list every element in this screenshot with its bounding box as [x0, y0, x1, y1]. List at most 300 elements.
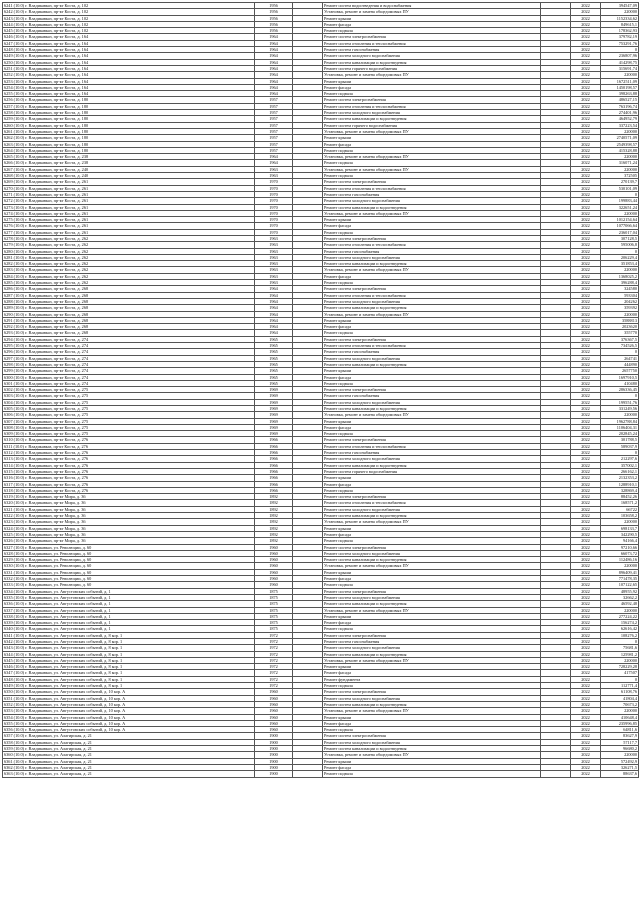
work-type-cell: Ремонт подвала	[323, 626, 541, 632]
cost-cell: 108276,2	[601, 632, 639, 638]
cost-cell: 763196,74	[601, 103, 639, 109]
address-cell: 6353 (10.0) г. Владикавказ, ул. Августовских событий, д. 10 кор. А	[3, 708, 255, 714]
plan-year-cell: 2022	[571, 638, 601, 644]
address-cell: 6259 (10.0) г. Владикавказ, пр-кт Коста, д. 180	[3, 116, 255, 122]
address-cell: 6357 (10.0) г. Владикавказ, ул. Алагирская, д. 21	[3, 733, 255, 739]
work-type-cell: Ремонт подвала	[323, 330, 541, 336]
address-cell: 6258 (10.0) г. Владикавказ, пр-кт Коста, д. 180	[3, 110, 255, 116]
cost-cell: 66722	[601, 506, 639, 512]
address-cell: 6285 (10.0) г. Владикавказ, пр-кт Коста, д. 262	[3, 280, 255, 286]
plan-year-cell: 2022	[571, 657, 601, 663]
build-year-cell: 1960	[255, 720, 293, 726]
plan-year-cell: 2022	[571, 248, 601, 254]
plan-year-cell: 2022	[571, 15, 601, 21]
work-type-cell: Ремонт систем электроснабжения	[323, 437, 541, 443]
plan-year-cell: 2022	[571, 626, 601, 632]
address-cell: 6348 (10.0) г. Владикавказ, ул. Августовских событий, д. 8 кор. 1	[3, 676, 255, 682]
address-cell: 6267 (10.0) г. Владикавказ, пр-кт Коста, д. 240	[3, 166, 255, 172]
plan-year-cell: 2022	[571, 733, 601, 739]
plan-year-cell: 2022	[571, 147, 601, 153]
plan-year-cell: 2022	[571, 550, 601, 556]
address-cell: 6337 (10.0) г. Владикавказ, ул. Августовских событий, д. 1	[3, 607, 255, 613]
cost-cell: 220000	[601, 519, 639, 525]
cost-cell: 236017,04	[601, 229, 639, 235]
work-type-cell: Ремонт фасада	[323, 481, 541, 487]
build-year-cell: 1957	[255, 97, 293, 103]
work-type-cell: Ремонт подвала	[323, 173, 541, 179]
work-type-cell: Ремонт систем электроснабжения	[323, 544, 541, 550]
work-type-cell: Ремонт подвала	[323, 771, 541, 777]
work-type-cell: Ремонт крыши	[323, 418, 541, 424]
address-cell: 6340 (10.0) г. Владикавказ, ул. Августовских событий, д. 1	[3, 626, 255, 632]
address-cell: 6356 (10.0) г. Владикавказ, ул. Августовских событий, д. 10 кор. А	[3, 727, 255, 733]
plan-year-cell: 2022	[571, 475, 601, 481]
cost-cell: 88637,6	[601, 771, 639, 777]
plan-year-cell: 2022	[571, 620, 601, 626]
address-cell: 6275 (10.0) г. Владикавказ, пр-кт Коста, д. 261	[3, 217, 255, 223]
cost-cell: 112486,16	[601, 557, 639, 563]
cost-cell: 0	[601, 349, 639, 355]
address-cell: 6306 (10.0) г. Владикавказ, пр-кт Коста, д. 275	[3, 412, 255, 418]
build-year-cell: 1966	[255, 437, 293, 443]
plan-year-cell: 2022	[571, 456, 601, 462]
build-year-cell: 1970	[255, 198, 293, 204]
cost-cell: 206229,4	[601, 254, 639, 260]
plan-year-cell: 2022	[571, 588, 601, 594]
plan-year-cell: 2022	[571, 242, 601, 248]
build-year-cell: 1972	[255, 638, 293, 644]
work-type-cell: Ремонт систем электроснабжения	[323, 494, 541, 500]
build-year-cell: 1964	[255, 72, 293, 78]
work-type-cell: Установка, ремонт и замена общедомовых ПУ	[323, 154, 541, 160]
build-year-cell: 1875	[255, 613, 293, 619]
address-cell: 6358 (10.0) г. Владикавказ, ул. Алагирская, д. 21	[3, 739, 255, 745]
address-cell: 6331 (10.0) г. Владикавказ, ул. Революции, д. 60	[3, 569, 255, 575]
plan-year-cell: 2022	[571, 758, 601, 764]
build-year-cell: 1960	[255, 727, 293, 733]
cost-cell: 70673,2	[601, 701, 639, 707]
work-type-cell: Ремонт крыши	[323, 317, 541, 323]
work-type-cell: Ремонт фасада	[323, 424, 541, 430]
build-year-cell: 1900	[255, 758, 293, 764]
work-type-cell: Ремонт крыши	[323, 15, 541, 21]
address-cell: 6354 (10.0) г. Владикавказ, ул. Августовских событий, д. 10 кор. А	[3, 714, 255, 720]
cost-cell: 125981,2	[601, 651, 639, 657]
cost-cell: 398263,88	[601, 91, 639, 97]
work-type-cell: Ремонт систем отопления и теплоснабжения	[323, 292, 541, 298]
work-type-cell: Ремонт систем газоснабжения	[323, 47, 541, 53]
address-cell: 6343 (10.0) г. Владикавказ, ул. Августовских событий, д. 8 кор. 1	[3, 645, 255, 651]
plan-year-cell: 2022	[571, 771, 601, 777]
plan-year-cell: 2022	[571, 103, 601, 109]
cost-cell: 83627,9	[601, 733, 639, 739]
work-type-cell: Ремонт систем отопления и теплоснабжения	[323, 443, 541, 449]
build-year-cell: 1892	[255, 513, 293, 519]
work-type-cell: Ремонт систем отопления и теплоснабжения	[323, 103, 541, 109]
cost-cell: 220000	[601, 657, 639, 663]
build-year-cell: 1963	[255, 242, 293, 248]
work-type-cell: Ремонт фасада	[323, 223, 541, 229]
plan-year-cell: 2022	[571, 229, 601, 235]
empty-cell	[293, 771, 323, 777]
build-year-cell: 1960	[255, 557, 293, 563]
cost-cell: 277224,22	[601, 613, 639, 619]
address-cell: 6301 (10.0) г. Владикавказ, пр-кт Коста, д. 274	[3, 380, 255, 386]
address-cell: 6362 (10.0) г. Владикавказ, ул. Алагирская, д. 21	[3, 764, 255, 770]
work-type-cell: Ремонт систем газоснабжения	[323, 191, 541, 197]
cost-cell: 220000	[601, 166, 639, 172]
build-year-cell: 1972	[255, 670, 293, 676]
plan-year-cell: 2022	[571, 160, 601, 166]
plan-year-cell: 2022	[571, 494, 601, 500]
address-cell: 6335 (10.0) г. Владикавказ, ул. Августовских событий, д. 1	[3, 594, 255, 600]
cost-cell: 62616,42	[601, 626, 639, 632]
plan-year-cell: 2022	[571, 487, 601, 493]
cost-cell: 96680,2	[601, 746, 639, 752]
address-cell: 6344 (10.0) г. Владикавказ, ул. Августовских событий, д. 8 кор. 1	[3, 651, 255, 657]
cost-cell: 589037,9	[601, 443, 639, 449]
build-year-cell: 1960	[255, 582, 293, 588]
address-cell: 6309 (10.0) г. Владикавказ, пр-кт Коста, д. 275	[3, 431, 255, 437]
build-year-cell: 1972	[255, 657, 293, 663]
work-type-cell: Ремонт систем отопления и теплоснабжения	[323, 500, 541, 506]
build-year-cell: 1970	[255, 191, 293, 197]
cost-cell: 301788,5	[601, 437, 639, 443]
cost-cell: 202845,24	[601, 431, 639, 437]
address-cell: 6263 (10.0) г. Владикавказ, пр-кт Коста, д. 180	[3, 141, 255, 147]
plan-year-cell: 2022	[571, 613, 601, 619]
address-cell: 6278 (10.0) г. Владикавказ, пр-кт Коста, д. 262	[3, 235, 255, 241]
address-cell: 6290 (10.0) г. Владикавказ, пр-кт Коста, д. 268	[3, 311, 255, 317]
work-type-cell: Ремонт систем канализации и водоотведения	[323, 204, 541, 210]
plan-year-cell: 2022	[571, 727, 601, 733]
address-cell: 6272 (10.0) г. Владикавказ, пр-кт Коста, д. 261	[3, 198, 255, 204]
plan-year-cell: 2022	[571, 752, 601, 758]
plan-year-cell: 2022	[571, 531, 601, 537]
address-cell: 6280 (10.0) г. Владикавказ, пр-кт Коста, д. 262	[3, 248, 255, 254]
plan-year-cell: 2022	[571, 78, 601, 84]
plan-year-cell: 2022	[571, 594, 601, 600]
build-year-cell: 1960	[255, 563, 293, 569]
work-type-cell: Ремонт систем газоснабжения	[323, 638, 541, 644]
build-year-cell: 1966	[255, 487, 293, 493]
address-cell: 6299 (10.0) г. Владикавказ, пр-кт Коста, д. 274	[3, 368, 255, 374]
address-cell: 6319 (10.0) г. Владикавказ, пр-кт Мира, д. 36	[3, 494, 255, 500]
work-type-cell: Ремонт крыши	[323, 78, 541, 84]
cost-cell: 728229,28	[601, 664, 639, 670]
cost-cell: 220000	[601, 752, 639, 758]
address-cell: 6341 (10.0) г. Владикавказ, ул. Августовских событий, д. 8 кор. 1	[3, 632, 255, 638]
plan-year-cell: 2022	[571, 330, 601, 336]
plan-year-cell: 2022	[571, 9, 601, 15]
cost-cell: 444890	[601, 361, 639, 367]
empty-cell	[541, 771, 571, 777]
cost-cell: 771478,35	[601, 576, 639, 582]
address-cell: 6274 (10.0) г. Владикавказ, пр-кт Коста, д. 261	[3, 210, 255, 216]
build-year-cell: 1900	[255, 771, 293, 777]
cost-cell: 156274,2	[601, 620, 639, 626]
address-cell: 6254 (10.0) г. Владикавказ, пр-кт Коста, д. 164	[3, 84, 255, 90]
work-type-cell: Ремонт систем холодного водоснабжения	[323, 298, 541, 304]
cost-cell: 235996,85	[601, 720, 639, 726]
cost-cell: 396288,4	[601, 280, 639, 286]
plan-year-cell: 2022	[571, 28, 601, 34]
plan-year-cell: 2022	[571, 235, 601, 241]
plan-year-cell: 2022	[571, 349, 601, 355]
plan-year-cell: 2022	[571, 141, 601, 147]
work-type-cell: Ремонт фасада	[323, 21, 541, 27]
address-cell: 6251 (10.0) г. Владикавказ, пр-кт Коста, д. 164	[3, 65, 255, 71]
cost-cell: 376367,5	[601, 336, 639, 342]
build-year-cell: 1963	[255, 267, 293, 273]
cost-cell: 264741	[601, 355, 639, 361]
build-year-cell: 1964	[255, 160, 293, 166]
address-cell: 6338 (10.0) г. Владикавказ, ул. Августовских событий, д. 1	[3, 613, 255, 619]
address-cell: 6279 (10.0) г. Владикавказ, пр-кт Коста, д. 262	[3, 242, 255, 248]
plan-year-cell: 2022	[571, 563, 601, 569]
work-type-cell: Ремонт систем канализации и водоотведения	[323, 406, 541, 412]
work-type-cell: Установка, ремонт и замена общедомовых ПУ	[323, 563, 541, 569]
plan-year-cell: 2022	[571, 298, 601, 304]
address-cell: 6273 (10.0) г. Владикавказ, пр-кт Коста, д. 261	[3, 204, 255, 210]
address-cell: 6326 (10.0) г. Владикавказ, пр-кт Мира, д. 36	[3, 538, 255, 544]
work-type-cell: Ремонт систем отопления и теплоснабжения	[323, 242, 541, 248]
build-year-cell: 1956	[255, 21, 293, 27]
build-year-cell: 1900	[255, 764, 293, 770]
cost-cell: 530101,09	[601, 185, 639, 191]
table-body	[3, 3, 639, 778]
cost-cell: 315691,74	[601, 65, 639, 71]
cost-cell: 1152334,62	[601, 15, 639, 21]
build-year-cell: 1969	[255, 406, 293, 412]
address-cell: 6311 (10.0) г. Владикавказ, пр-кт Коста, д. 276	[3, 443, 255, 449]
build-year-cell: 1875	[255, 626, 293, 632]
address-cell: 6269 (10.0) г. Владикавказ, пр-кт Коста, д. 261	[3, 179, 255, 185]
cost-cell: 1077066,64	[601, 223, 639, 229]
address-cell: 6250 (10.0) г. Владикавказ, пр-кт Коста, д. 164	[3, 59, 255, 65]
cost-cell: 379782,19	[601, 34, 639, 40]
plan-year-cell: 2022	[571, 538, 601, 544]
cost-cell: 270139,7	[601, 179, 639, 185]
cost-cell: 355770	[601, 330, 639, 336]
cost-cell: 1368025,2	[601, 273, 639, 279]
cost-cell: 204262	[601, 298, 639, 304]
build-year-cell: 1964	[255, 292, 293, 298]
build-year-cell: 1964	[255, 78, 293, 84]
cost-cell: 359392	[601, 305, 639, 311]
cost-cell: 1106404,31	[601, 424, 639, 430]
build-year-cell: 1964	[255, 324, 293, 330]
address-cell: 6355 (10.0) г. Владикавказ, ул. Августовских событий, д. 10 кор. А	[3, 720, 255, 726]
build-year-cell: 1963	[255, 273, 293, 279]
work-type-cell: Ремонт фасада	[323, 324, 541, 330]
plan-year-cell: 2022	[571, 525, 601, 531]
address-cell: 6333 (10.0) г. Владикавказ, ул. Революции, д. 60	[3, 582, 255, 588]
work-type-cell: Ремонт фасада	[323, 576, 541, 582]
plan-year-cell: 2022	[571, 128, 601, 134]
work-type-cell: Ремонт систем канализации и водоотведения	[323, 305, 541, 311]
build-year-cell: 1972	[255, 645, 293, 651]
build-year-cell: 1964	[255, 34, 293, 40]
work-type-cell: Ремонт систем канализации и водоотведения	[323, 601, 541, 607]
work-type-cell: Ремонт систем канализации и водоотведения	[323, 651, 541, 657]
address-cell: 6289 (10.0) г. Владикавказ, пр-кт Коста, д. 268	[3, 305, 255, 311]
build-year-cell: 1965	[255, 374, 293, 380]
work-type-cell: Ремонт крыши	[323, 613, 541, 619]
build-year-cell: 1964	[255, 59, 293, 65]
build-year-cell: 1892	[255, 519, 293, 525]
build-year-cell: 1960	[255, 544, 293, 550]
plan-year-cell: 2022	[571, 645, 601, 651]
cost-cell: 66073,72	[601, 550, 639, 556]
work-type-cell: Ремонт фасада	[323, 620, 541, 626]
plan-year-cell: 2022	[571, 3, 601, 9]
plan-year-cell: 2022	[571, 336, 601, 342]
plan-year-cell: 2022	[571, 210, 601, 216]
address-cell: 6352 (10.0) г. Владикавказ, ул. Августовских событий, д. 10 кор. А	[3, 701, 255, 707]
plan-year-cell: 2022	[571, 191, 601, 197]
work-type-cell: Ремонт подвала	[323, 229, 541, 235]
plan-year-cell: 2022	[571, 387, 601, 393]
plan-year-cell: 2022	[571, 607, 601, 613]
work-type-cell: Установка, ремонт и замена общедомовых ПУ	[323, 210, 541, 216]
build-year-cell: 1875	[255, 601, 293, 607]
address-cell: 6298 (10.0) г. Владикавказ, пр-кт Коста, д. 274	[3, 361, 255, 367]
address-cell: 6312 (10.0) г. Владикавказ, пр-кт Коста, д. 276	[3, 450, 255, 456]
build-year-cell: 1900	[255, 739, 293, 745]
build-year-cell: 1875	[255, 588, 293, 594]
build-year-cell: 1966	[255, 450, 293, 456]
build-year-cell: 1900	[255, 746, 293, 752]
build-year-cell: 1970	[255, 217, 293, 223]
cost-cell: 417507	[601, 670, 639, 676]
cost-cell: 595006,8	[601, 242, 639, 248]
build-year-cell: 1963	[255, 261, 293, 267]
build-year-cell: 1957	[255, 147, 293, 153]
work-type-cell: Ремонт систем горячего водоснабжения	[323, 122, 541, 128]
address-cell: 6325 (10.0) г. Владикавказ, пр-кт Мира, д. 36	[3, 531, 255, 537]
plan-year-cell: 2022	[571, 701, 601, 707]
plan-year-cell: 2022	[571, 450, 601, 456]
build-year-cell: 1892	[255, 525, 293, 531]
address-cell: 6284 (10.0) г. Владикавказ, пр-кт Коста, д. 262	[3, 273, 255, 279]
address-cell: 6321 (10.0) г. Владикавказ, пр-кт Мира, д. 36	[3, 506, 255, 512]
cost-cell: 112771,4	[601, 683, 639, 689]
build-year-cell: 1957	[255, 141, 293, 147]
work-type-cell: Ремонт фасада	[323, 764, 541, 770]
work-type-cell: Ремонт подвала	[323, 727, 541, 733]
plan-year-cell: 2022	[571, 695, 601, 701]
build-year-cell: 1957	[255, 135, 293, 141]
address-cell: 6302 (10.0) г. Владикавказ, пр-кт Коста, д. 275	[3, 387, 255, 393]
plan-year-cell: 2022	[571, 122, 601, 128]
build-year-cell: 1956	[255, 9, 293, 15]
build-year-cell: 1963	[255, 173, 293, 179]
build-year-cell: 1964	[255, 305, 293, 311]
address-cell: 6261 (10.0) г. Владикавказ, пр-кт Коста, д. 180	[3, 128, 255, 134]
cost-cell: 57117,7	[601, 739, 639, 745]
cost-cell: 220000	[601, 9, 639, 15]
plan-year-cell: 2022	[571, 468, 601, 474]
address-cell: 6265 (10.0) г. Владикавказ, пр-кт Коста, д. 238	[3, 154, 255, 160]
cost-cell: 328869,4	[601, 487, 639, 493]
plan-year-cell: 2022	[571, 185, 601, 191]
cost-cell: 896409,41	[601, 569, 639, 575]
cost-cell: 220000	[601, 267, 639, 273]
address-cell: 6303 (10.0) г. Владикавказ, пр-кт Коста, д. 275	[3, 393, 255, 399]
plan-year-cell: 2022	[571, 368, 601, 374]
address-cell: 6249 (10.0) г. Владикавказ, пр-кт Коста, д. 164	[3, 53, 255, 59]
plan-year-cell: 2022	[571, 632, 601, 638]
work-type-cell: Установка, ремонт и замена общедомовых ПУ	[323, 9, 541, 15]
work-type-cell: Ремонт крыши	[323, 135, 541, 141]
build-year-cell: 1966	[255, 481, 293, 487]
cost-cell: 316071,24	[601, 160, 639, 166]
work-type-cell: Ремонт фундамента	[323, 676, 541, 682]
cost-cell: 178362,93	[601, 28, 639, 34]
cost-cell: 212297,6	[601, 456, 639, 462]
plan-year-cell: 2022	[571, 179, 601, 185]
plan-year-cell: 2022	[571, 406, 601, 412]
cost-cell: 1288910,1	[601, 481, 639, 487]
cost-cell: 394547,09	[601, 3, 639, 9]
cost-cell: 220000	[601, 708, 639, 714]
address-cell: 6330 (10.0) г. Владикавказ, ул. Революции, д. 60	[3, 563, 255, 569]
plan-year-cell: 2022	[571, 110, 601, 116]
address-cell: 6336 (10.0) г. Владикавказ, ул. Августовских событий, д. 1	[3, 601, 255, 607]
cost-cell: 88452,26	[601, 494, 639, 500]
address-cell: 6305 (10.0) г. Владикавказ, пр-кт Коста, д. 275	[3, 406, 255, 412]
build-year-cell: 1969	[255, 393, 293, 399]
address-cell: 6268 (10.0) г. Владикавказ, пр-кт Коста, д. 240	[3, 173, 255, 179]
work-type-cell: Ремонт систем холодного водоснабжения	[323, 399, 541, 405]
plan-year-cell: 2022	[571, 261, 601, 267]
work-type-cell: Ремонт фасада	[323, 141, 541, 147]
cost-cell: 199883,44	[601, 198, 639, 204]
plan-year-cell: 2022	[571, 519, 601, 525]
work-type-cell: Ремонт подвала	[323, 280, 541, 286]
plan-year-cell: 2022	[571, 380, 601, 386]
build-year-cell: 1892	[255, 538, 293, 544]
build-year-cell: 1964	[255, 53, 293, 59]
work-type-cell: Ремонт систем газоснабжения	[323, 450, 541, 456]
work-type-cell: Ремонт фасада	[323, 273, 541, 279]
work-type-cell: Ремонт крыши	[323, 368, 541, 374]
plan-year-cell: 2022	[571, 47, 601, 53]
cost-cell: 220000	[601, 154, 639, 160]
cost-cell: 0	[601, 638, 639, 644]
cost-cell: 593304	[601, 292, 639, 298]
cost-cell: 322651,24	[601, 204, 639, 210]
work-type-cell: Ремонт систем канализации и водоотведения	[323, 701, 541, 707]
address-cell: 6255 (10.0) г. Владикавказ, пр-кт Коста, д. 164	[3, 91, 255, 97]
cost-cell: 0	[601, 393, 639, 399]
work-type-cell: Ремонт подвала	[323, 380, 541, 386]
cost-cell: 1672511,09	[601, 78, 639, 84]
address-cell: 6349 (10.0) г. Владикавказ, ул. Августовских событий, д. 8 кор. 1	[3, 683, 255, 689]
plan-year-cell: 2022	[571, 267, 601, 273]
work-type-cell: Ремонт систем отопления и теплоснабжения	[323, 343, 541, 349]
build-year-cell: 1960	[255, 576, 293, 582]
address-cell: 6327 (10.0) г. Владикавказ, ул. Революции, д. 60	[3, 544, 255, 550]
plan-year-cell: 2022	[571, 355, 601, 361]
build-year-cell: 1969	[255, 424, 293, 430]
build-year-cell: 1960	[255, 708, 293, 714]
plan-year-cell: 2022	[571, 273, 601, 279]
build-year-cell: 1970	[255, 185, 293, 191]
cost-cell: 48955,92	[601, 588, 639, 594]
cost-cell: 0	[601, 248, 639, 254]
